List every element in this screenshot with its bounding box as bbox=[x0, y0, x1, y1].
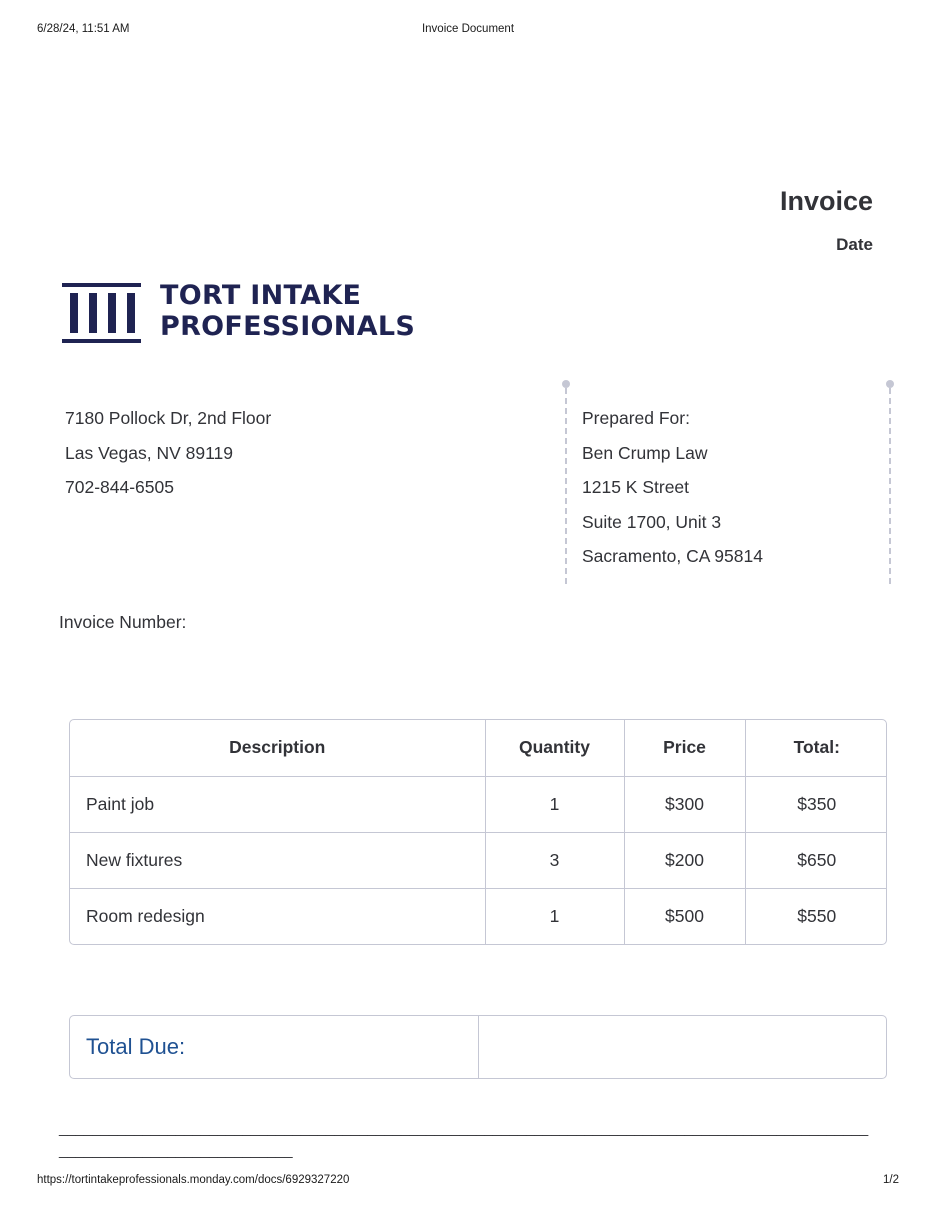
item-total: $350 bbox=[745, 776, 887, 832]
item-total: $650 bbox=[745, 832, 887, 888]
signature-line: _____________________________________________________________________________________________________________________________ bbox=[59, 1120, 869, 1159]
column-header: Description bbox=[70, 720, 485, 776]
item-price: $200 bbox=[624, 832, 745, 888]
print-doc-title: Invoice Document bbox=[421, 23, 515, 35]
sender-phone: 702-844-6505 bbox=[65, 477, 174, 498]
total-due-divider bbox=[478, 1016, 479, 1078]
table-row bbox=[70, 832, 887, 888]
item-description: New fixtures bbox=[70, 832, 485, 888]
print-page-number: 1/2 bbox=[883, 1174, 899, 1186]
invoice-number-label: Invoice Number: bbox=[59, 612, 187, 632]
logo-wordmark bbox=[160, 280, 415, 342]
pillars-icon bbox=[62, 283, 142, 343]
recipient-name: Ben Crump Law bbox=[582, 442, 708, 463]
total-due-label: Total Due: bbox=[86, 1034, 186, 1059]
print-datetime: 6/28/24, 11:51 AM bbox=[37, 23, 130, 35]
sender-street: 7180 Pollock Dr, 2nd Floor bbox=[65, 408, 272, 428]
recipient-divider-left bbox=[565, 388, 567, 584]
table-row bbox=[70, 888, 887, 944]
recipient-label: Prepared For: bbox=[582, 408, 690, 428]
column-header: Quantity bbox=[485, 720, 624, 776]
recipient-suite: Suite 1700, Unit 3 bbox=[582, 511, 722, 532]
company-logo bbox=[62, 280, 442, 346]
sender-address bbox=[65, 408, 271, 512]
item-quantity: 1 bbox=[485, 776, 624, 832]
print-url: https://tortintakeprofessionals.monday.com/docs/6929327220 bbox=[37, 1174, 350, 1186]
recipient-street: 1215 K Street bbox=[582, 477, 690, 498]
item-quantity: 3 bbox=[485, 832, 624, 888]
divider-dot bbox=[562, 380, 570, 388]
items-table bbox=[69, 719, 887, 945]
invoice-date-label: Date bbox=[836, 235, 873, 254]
table-header-row bbox=[70, 720, 887, 776]
item-price: $300 bbox=[624, 776, 745, 832]
item-description: Room redesign bbox=[70, 888, 485, 944]
item-description: Paint job bbox=[70, 776, 485, 832]
total-due-box bbox=[69, 1015, 887, 1079]
logo-line-2: PROFESSIONALS bbox=[160, 311, 416, 342]
logo-line-1: TORT INTAKE bbox=[160, 280, 362, 311]
recipient-address bbox=[582, 408, 763, 581]
table-row bbox=[70, 776, 887, 832]
item-quantity: 1 bbox=[485, 888, 624, 944]
item-price: $500 bbox=[624, 888, 745, 944]
invoice-title: Invoice bbox=[779, 186, 873, 216]
item-total: $550 bbox=[745, 888, 887, 944]
sender-city: Las Vegas, NV 89119 bbox=[65, 442, 233, 463]
recipient-city: Sacramento, CA 95814 bbox=[582, 546, 763, 567]
divider-dot bbox=[886, 380, 894, 388]
column-header: Total: bbox=[745, 720, 887, 776]
recipient-divider-right bbox=[889, 388, 891, 584]
column-header: Price bbox=[624, 720, 745, 776]
